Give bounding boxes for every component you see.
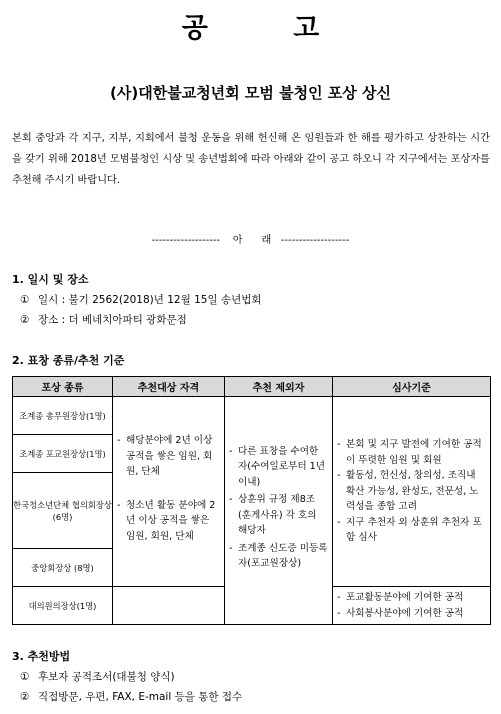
section-3-item-1 [20,669,175,684]
exclusion-cell [225,397,333,625]
exclusion-item: - 다른 표창을 수여한 자(수여일로부터 1년 이내) [229,444,328,491]
item-number: ① [20,671,30,683]
item-number: ① [20,294,30,306]
section-3-heading: 3. 추천방법 [12,650,71,663]
award-cell: 대의원의장상(1명) [13,587,113,625]
item-text: 장소 : 더 베네치아파티 광화문점 [38,314,187,326]
qualification-item: - 해당분야에 2년 이상 공적을 쌓은 임원, 회원, 단체 [117,433,220,480]
item-text: 직접방문, 우편, FAX, E-mail 등을 통한 접수 [38,691,243,703]
award-cell: 조계종 총무원장상(1명) [13,397,113,435]
qualification-cell [113,397,225,587]
criteria-item: - 포교활동분야에 기여한 공적 [337,590,486,606]
criteria-cell [333,397,491,587]
table-row [13,397,491,435]
section-1-item-1 [20,292,262,307]
item-text: 일시 : 불기 2562(2018)년 12월 15일 송년법회 [38,294,262,306]
award-cell: 중앙회장상 (8명) [13,549,113,587]
item-number: ② [20,314,30,326]
notice-subtitle: (사)대한불교청년회 모범 불청인 포상 상신 [110,84,391,102]
header-criteria: 심사기준 [333,377,491,397]
award-criteria-table [12,376,491,625]
qualification-empty-cell [113,587,225,625]
criteria-item: - 본회 및 지구 발전에 기여한 공적이 뚜렷한 임원 및 회원 [337,437,486,468]
criteria-bottom-cell [333,587,491,625]
intro-paragraph: 본회 중앙과 각 지구, 지부, 지회에서 불청 운동을 위해 헌신해 온 임원들과 한 해를 평가하고 상찬하는 시간을 갖기 위해 2018년 모범불청인 시상 및 송년법회에 따라 아래와 같이 공고 하오니 각 지구에서는 포상자를 추천해 주시기 바랍니다. [12,133,490,186]
section-2-heading: 2. 표창 종류/추천 기준 [12,354,125,367]
header-qualification: 추천대상 자격 [113,377,225,397]
section-3-item-2 [20,689,242,704]
header-award-type: 포상 종류 [13,377,113,397]
item-text: 후보자 공적조서(대불청 양식) [38,671,175,683]
section-1-item-2 [20,312,187,327]
exclusion-item: - 상훈위 규정 제8조(훈게사유) 각 호의 해당자 [229,492,328,539]
table-header-row [13,377,491,397]
header-exclusion: 추천 제외자 [225,377,333,397]
qualification-item: - 청소년 활동 분야에 2년 이상 공적을 쌓은 임원, 회원, 단체 [117,498,220,545]
criteria-item: - 지구 추천자 외 상훈위 추천자 포함 심사 [337,515,486,546]
exclusion-item: - 조계종 신도증 미등록자(포교원장상) [229,541,328,572]
award-cell: 한국청소년단체 협의회장상 (6명) [13,473,113,549]
page-title: 공 고 [181,13,358,44]
award-cell: 조계종 포교원장상(1명) [13,435,113,473]
criteria-item: - 활동성, 헌신성, 창의성, 조직내 확산 가능성, 완성도, 전문성, 노력성을 종합 고려 [337,468,486,515]
item-number: ② [20,691,30,703]
notice-divider: ------------------- 아 래 ------------------- [151,235,350,246]
section-1-heading: 1. 일시 및 장소 [12,273,89,286]
criteria-item: - 사회봉사분야에 기여한 공적 [337,606,486,622]
